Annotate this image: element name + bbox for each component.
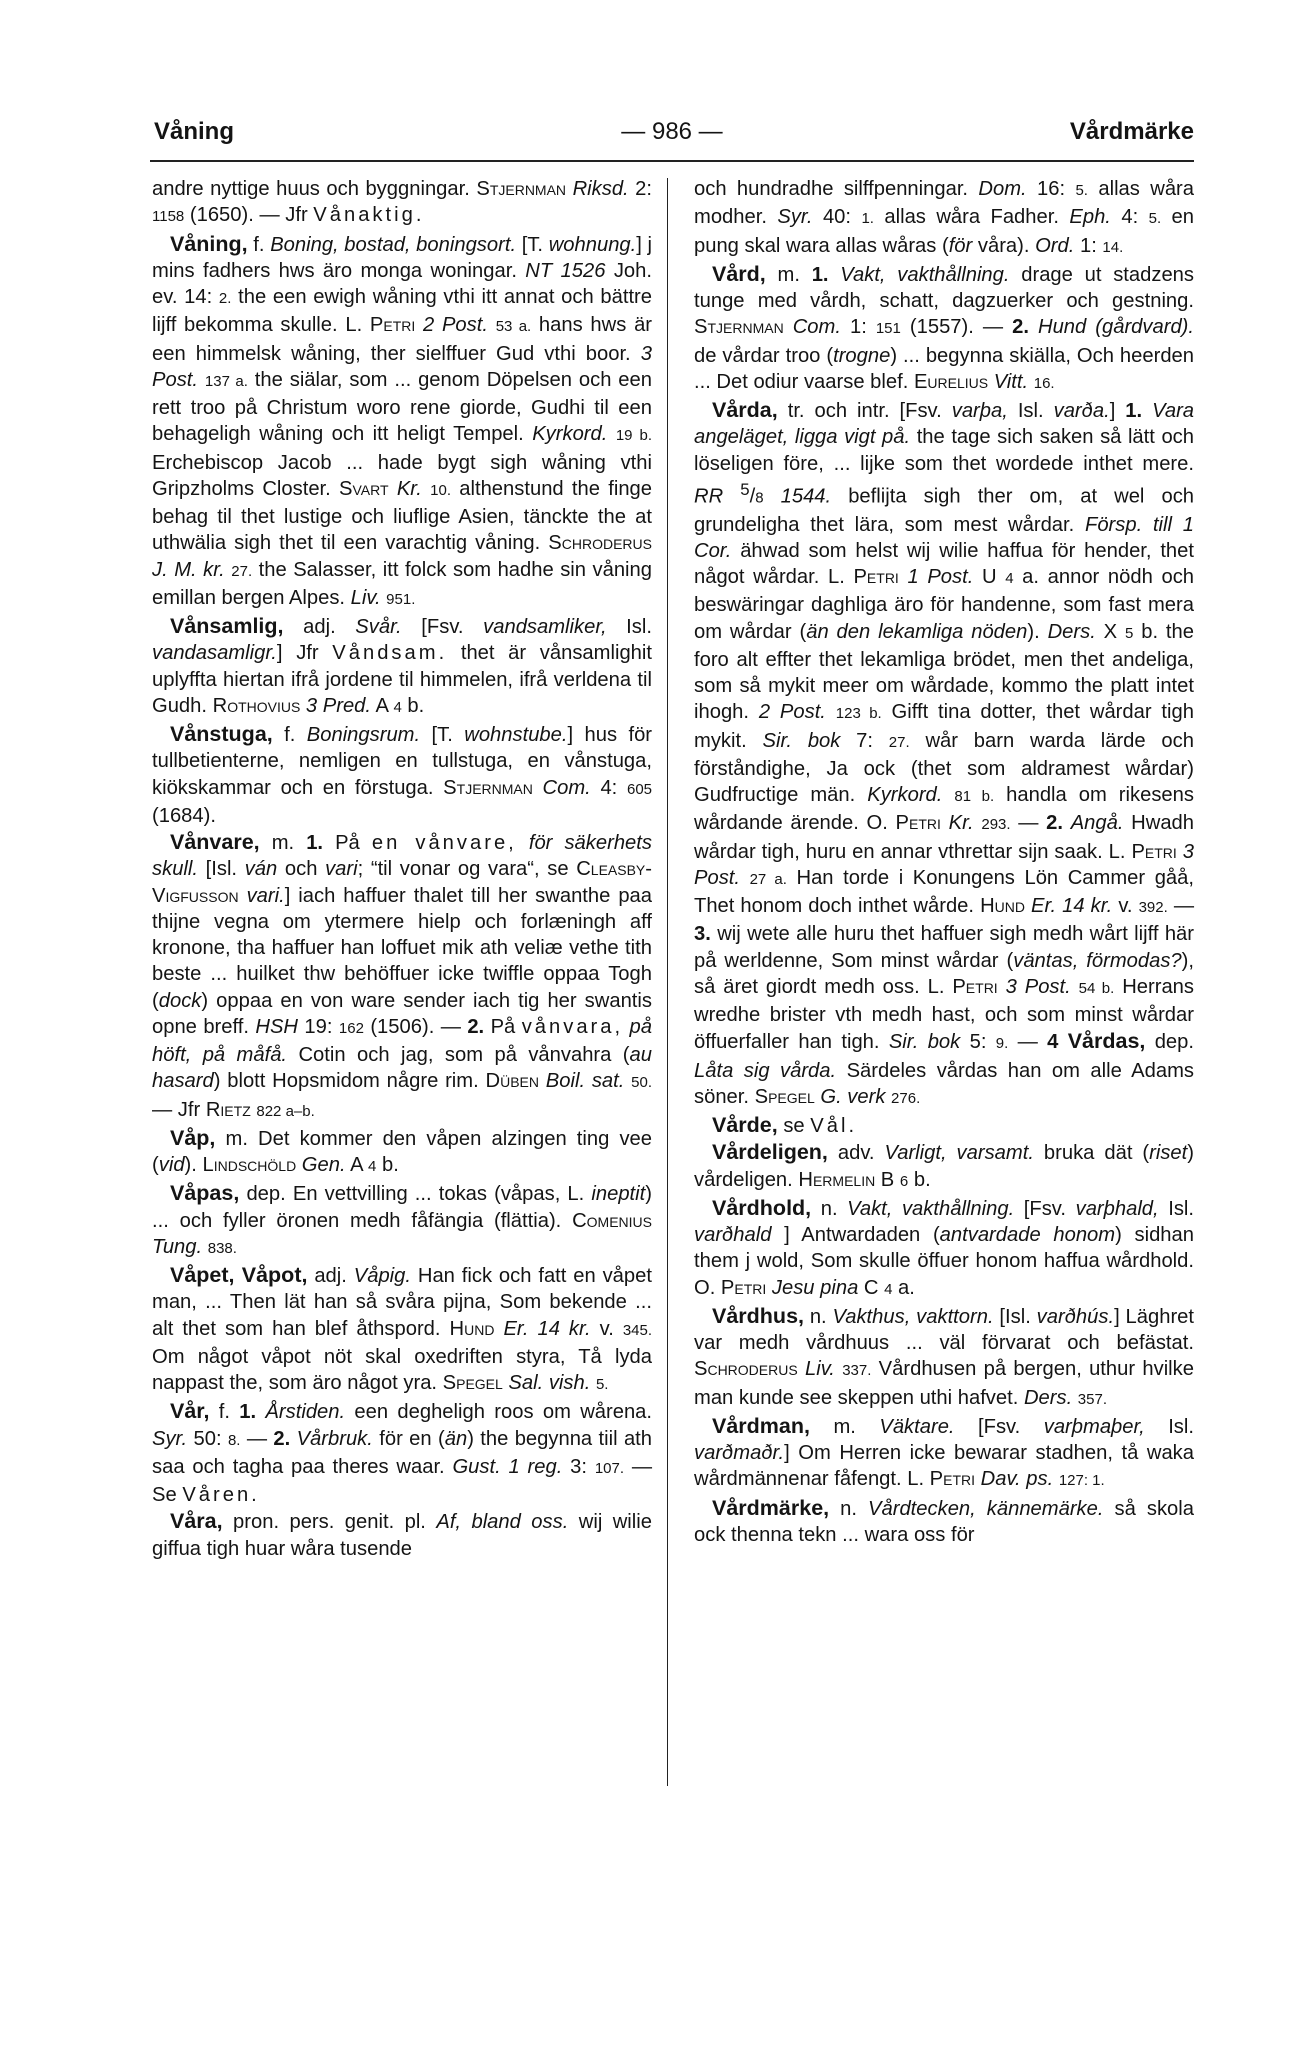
dictionary-entry: Vårdhold, n. Vakt, vakthållning. [Fsv. varþhald, Isl. varðhald ] Antwardaden (antvardade honom) sidhan them j wold, Som skulle öffuer honom haffua wårdhold. O. Petri Jesu pina C 4 a.: [694, 1195, 1195, 1299]
dictionary-entry: Våp, m. Det kommer den våpen alzingen ting vee (vid). Lindschöld Gen. A 4 b.: [152, 1125, 652, 1176]
dictionary-entry: Vårdeligen, adv. Varligt, varsamt. bruka dät (riset) vårdeligen. Hermelin B 6 b.: [694, 1140, 1194, 1191]
dictionary-entry: Vårda, tr. och intr. [Fsv. varþa, Isl. varða.] 1. Vara angeläget, ligga vigt på. the tage sich saken så lätt och löseligen före, ... lijke som thet wordede inthet mere. RR $^5$/8 1544. beflijta sigh ther om, at wel och grundeligha thet lära, som mest wårdar. Försp. till 1 Cor. ähwad som helst wij wilie haffua för hender, thet något wårdar. L. Petri 1 Post. U 4 a. annor nödh och beswäringar daghliga äro för handenne, som fast mera om wårdar (än den lekamliga nöden). Ders. X 5 b. the foro alt effter thet lekamliga brödet, men thet andeliga, som så mykit meer om wårdade, kommo the platt intet ihogh. 2 Post. 123 b. Gifft tina dotter, thet wårdar tigh mykit. Sir. bok 7: 27. wår barn warda lärde och förståndighe, Ja ock (thet som aldramest wårdar) Gudfructige män. Kyrkord. 81 b. handla om rikesens wårdande ärende. O. Petri Kr. 293. — 2. Angå. Hwadh wårdar tigh, huru en annar vthrettar sijn saak. L. Petri 3 Post. 27 a. Han torde i Konungens Lön Cammer gåå, Thet honom doch inthet wårde. Hund Er. 14 kr. v. 392. — 3. wij wete alle huru thet haffuer sigh medh wårt lijff här på werldenne, Som minst wårdar (väntas, förmodas?), så äret giordt medh oss. L. Petri 3 Post. 54 b. Herrans wredhe brister vth medh hast, och som minst wårdar öffuerfaller han tigh. Sir. bok 5: 9. — 4 Vårdas, dep. Låta sig vårda. Särdeles vårdas han om alle Adams söner. Spegel G. verk 276.: [694, 398, 1195, 1108]
left-column: [152, 176, 652, 1562]
dictionary-entry: Vårdhus, n. Vakthus, vakttorn. [Isl. varðhús.] Läghret var medh vårdhuus ... väl förvarat och befästat. Schroderus Liv. 337. Vårdhusen på bergen, uthur hvilke man kunde see skeppen uthi hafvet. Ders. 357.: [694, 1303, 1195, 1409]
dictionary-entry: Vår, f. 1. Årstiden. een degheligh roos om wårena. Syr. 50: 8. — 2. Vårbruk. för en (än) the begynna tiil ath saa och tagha paa theres waar. Gust. 1 reg. 3: 107. — Se Våren.: [152, 1399, 653, 1506]
dictionary-entry: Våpas, dep. En vettvilling ... tokas (våpas, L. ineptit) ... och fyller öronen medh fåfängia (flättia). Comenius Tung. 838.: [152, 1181, 652, 1258]
dictionary-entry: och hundradhe silffpenningar. Dom. 16: 5. allas wåra modher. Syr. 40: 1. allas wåra Fadher. Eph. 4: 5. en pung skal wara allas wåras (för våra). Ord. 1: 14.: [694, 178, 1195, 257]
dictionary-entry: andre nyttige huus och byggningar. Stjernman Riksd. 2: 1158 (1650). — Jfr Vånaktig.: [152, 178, 652, 227]
dictionary-entry: Vård, m. 1. Vakt, vakthållning. drage ut stadzens tunge med vårdh, schatt, dagzuerker och gestning. Stjernman Com. 1: 151 (1557). — 2. Hund (gårdvard). de vårdar troo (trogne) ... begynna skiälla, Och heerden ... Det odiur vaarse blef. Eurelius Vitt. 16.: [694, 261, 1194, 393]
dictionary-entry: Vånsamlig, adj. Svår. [Fsv. vandsamliker, Isl. vandasamligr.] Jfr Våndsam. thet är vånsamlighit uplyffta hiertan ifrå jordene til himmelen, ifrå verldena til Gudh. Rothovius 3 Pred. A 4 b.: [152, 614, 652, 717]
dictionary-entry: Våra, pron. pers. genit. pl. Af, bland oss. wij wilie giffua tigh huar wåra tusende: [152, 1509, 652, 1560]
dictionary-entry: Vårdmärke, n. Vårdtecken, kännemärke. så skola ock thenna tekn ... wara oss för: [694, 1495, 1194, 1546]
header-left-guideword: Våning: [154, 118, 235, 145]
dictionary-entry: Vånstuga, f. Boningsrum. [T. wohnstube.] hus för tullbetienterne, nemligen en tullstuga, en vånstuga, kiökskammar och en förstuga. Stjernman Com. 4: 605 (1684).: [152, 722, 653, 827]
page-header: [150, 112, 1194, 152]
column-divider: [667, 178, 668, 1786]
header-right-guideword: Vårdmärke: [1069, 118, 1194, 145]
dictionary-entry: Våpet, Våpot, adj. Våpig. Han fick och fatt en våpet man, ... Then lät han så svåra pijna, Som bekende ... alt thet som han blef åthspord. Hund Er. 14 kr. v. 345. Om något våpot nöt skal oxedriften styra, Tå lyda nappast the, som äro något yra. Spegel Sal. vish. 5.: [152, 1263, 653, 1394]
right-column: [694, 176, 1194, 1548]
dictionary-entry: Vårdman, m. Väktare. [Fsv. varþmaþer, Isl. varðmaðr.] Om Herren icke bewarar stadhen, tå waka wårdmännenar fåfengt. L. Petri Dav. ps. 127: 1.: [694, 1413, 1194, 1491]
page-number: — 986 —: [621, 118, 723, 145]
dictionary-entry: Vånvare, m. 1. På en vånvare, för säkerhets skull. [Isl. ván och vari; “til vonar og vara“, se Cleasby-Vigfusson vari.] iach haffuer thalet till her swanthe paa thijne vegna om ytermere hielp och forlæningh aff kronone, tha haffuer han loffuet mik ath veliæ vethe tith beste ... huilket thw behöffuer icke twiffle oppaa Togh (dock) oppaa en von ware sender iach tig her swantis opne breff. HSH 19: 162 (1506). — 2. På vånvara, på höft, på måfå. Cotin och jag, som på vånvahra (au hasard) blott Hopsmidom någre rim. Düben Boil. sat. 50. — Jfr Rietz 822 a–b.: [152, 830, 653, 1121]
dictionary-entry: Våning, f. Boning, bostad, boningsort. [T. wohnung.] j mins fadhers hws äro monga woningar. NT 1526 Joh. ev. 14: 2. the een ewigh wåning vthi itt annat och bättre lijff bekomma skulle. L. Petri 2 Post. 53 a. hans hws är een himmelsk wåning, ther sielffuer Gud vthi boor. 3 Post. 137 a. the siälar, som ... genom Döpelsen och een rett troo på Christum woro rene giorde, Gudhi til een behageligh wåning och itt heligt Tempel. Kyrkord. 19 b. Erchebiscop Jacob ... hade bygt sigh wåning vthi Gripzholms Closter. Svart Kr. 10. althenstund the finge behag til thet lustige och liuflige Asien, tänckte the at uthwälia sigh thet til een varachtig våning. Schroderus J. M. kr. 27. the Salasser, itt folck som hadhe sin våning emillan bergen Alpes. Liv. 951.: [152, 231, 653, 609]
dictionary-entry: Vårde, se Vål.: [712, 1113, 858, 1138]
header-rule: [150, 160, 1194, 162]
